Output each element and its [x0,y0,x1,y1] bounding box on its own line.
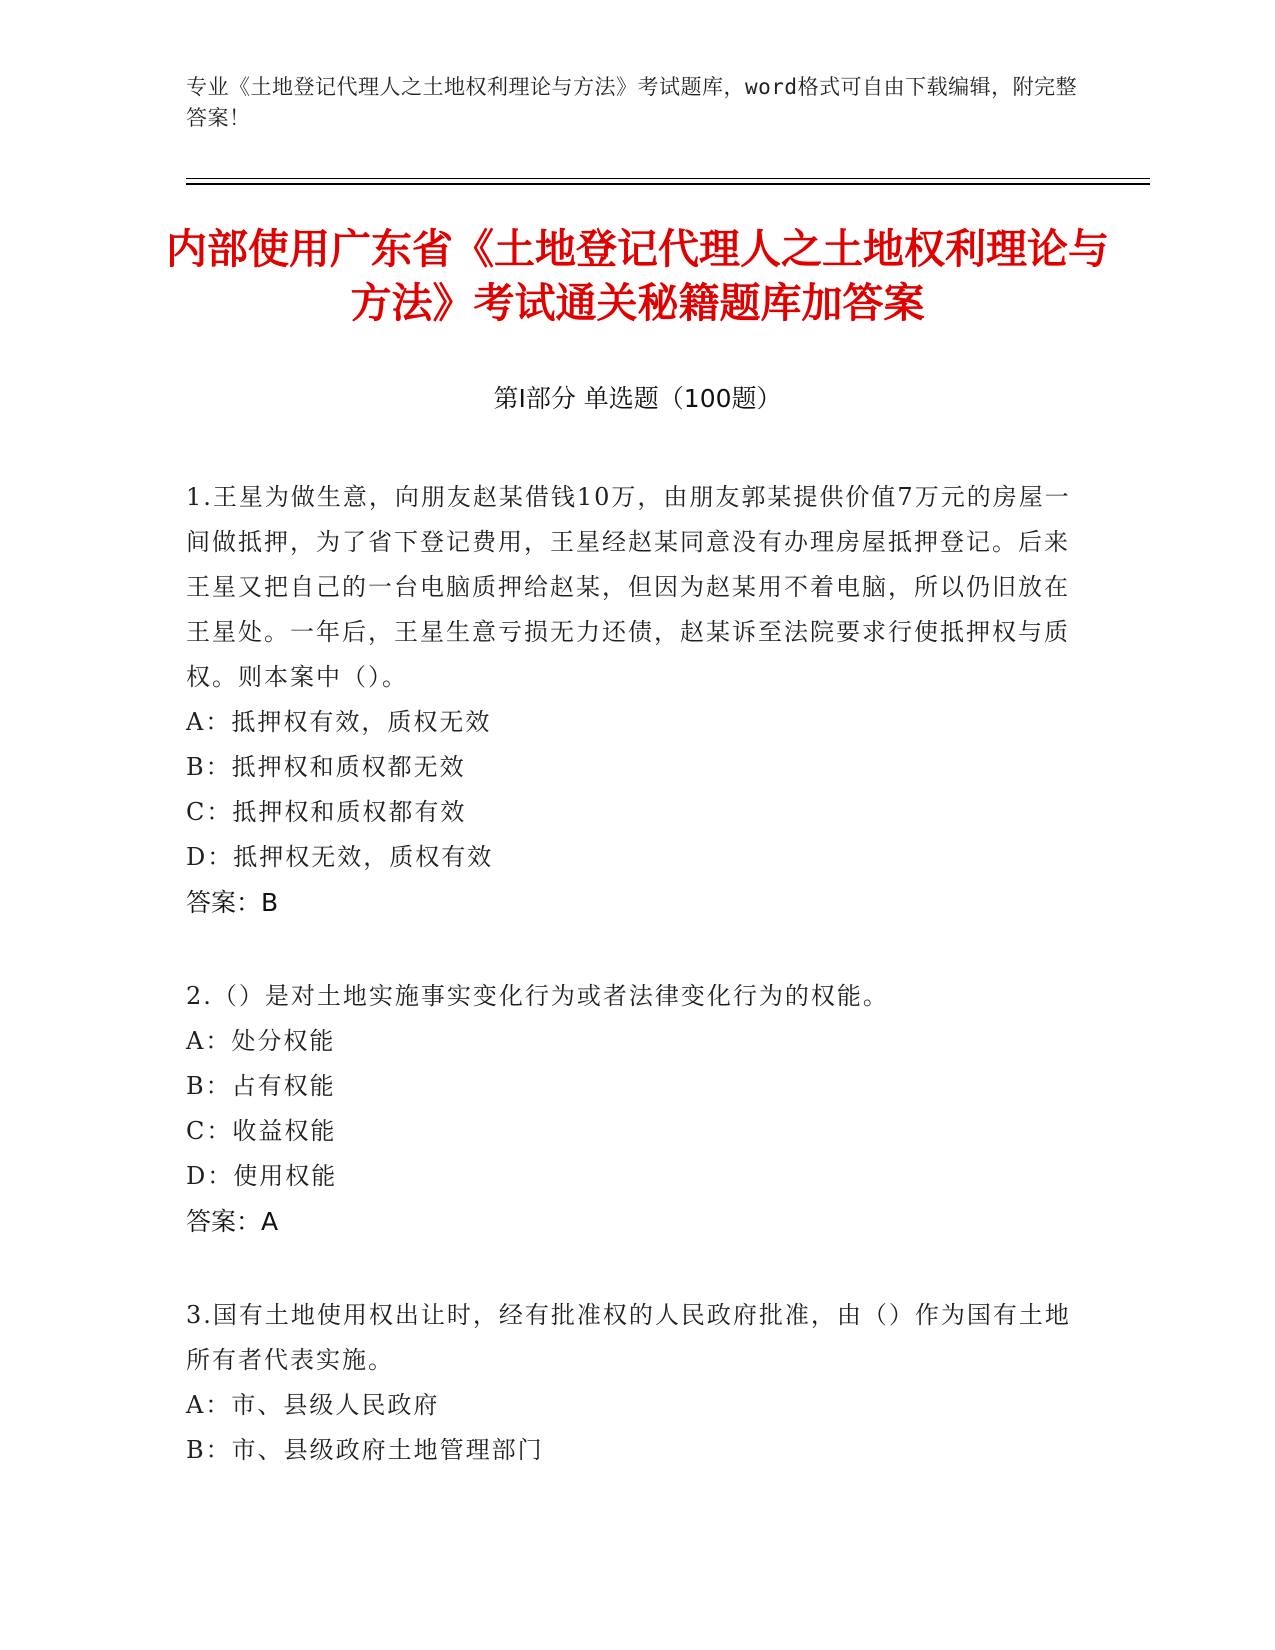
question-1 [186,475,1071,925]
option-a: A：抵押权有效，质权无效 [186,708,492,736]
option-a: A：市、县级人民政府 [186,1391,440,1419]
question-text: 1.王星为做生意，向朋友赵某借钱10万，由朋友郭某提供价值7万元的房屋一间做抵押，为了省下登记费用，王星经赵某同意没有办理房屋抵押登记。后来王星又把自己的一台电脑质押给赵某，但因为赵某用不着电脑，所以仍旧放在王星处。一年后，王星生意亏损无力还债，赵某诉至法院要求行使抵押权与质权。则本案中（）。 [186,483,1071,691]
question-text: 3.国有土地使用权出让时，经有批准权的人民政府批准，由（）作为国有土地所有者代表实施。 [186,1301,1071,1374]
option-b: B：市、县级政府土地管理部门 [186,1436,544,1464]
question-list [186,475,1071,1522]
section-heading: 第Ⅰ部分 单选题（100题） [493,384,782,413]
option-c: C：收益权能 [186,1117,337,1145]
option-b: B：抵押权和质权都无效 [186,753,466,781]
question-text: 2.（）是对土地实施事实变化行为或者法律变化行为的权能。 [186,982,889,1010]
header-divider-thick [186,183,1150,185]
header-divider-thin [186,178,1150,179]
question-3 [186,1293,1071,1473]
option-d: D：抵押权无效，质权有效 [186,843,494,871]
answer: 答案：A [186,1207,279,1236]
header-note: 专业《土地登记代理人之土地权利理论与方法》考试题库，word格式可自由下载编辑，附完整答案！ [186,75,1078,130]
option-b: B：占有权能 [186,1072,336,1100]
option-a: A：处分权能 [186,1027,336,1055]
document-title: 内部使用广东省《土地登记代理人之土地权利理论与方法》考试通关秘籍题库加答案 [166,225,1109,327]
option-c: C：抵押权和质权都有效 [186,798,467,826]
answer: 答案：B [186,888,279,917]
option-d: D：使用权能 [186,1162,338,1190]
question-2 [186,974,1071,1244]
